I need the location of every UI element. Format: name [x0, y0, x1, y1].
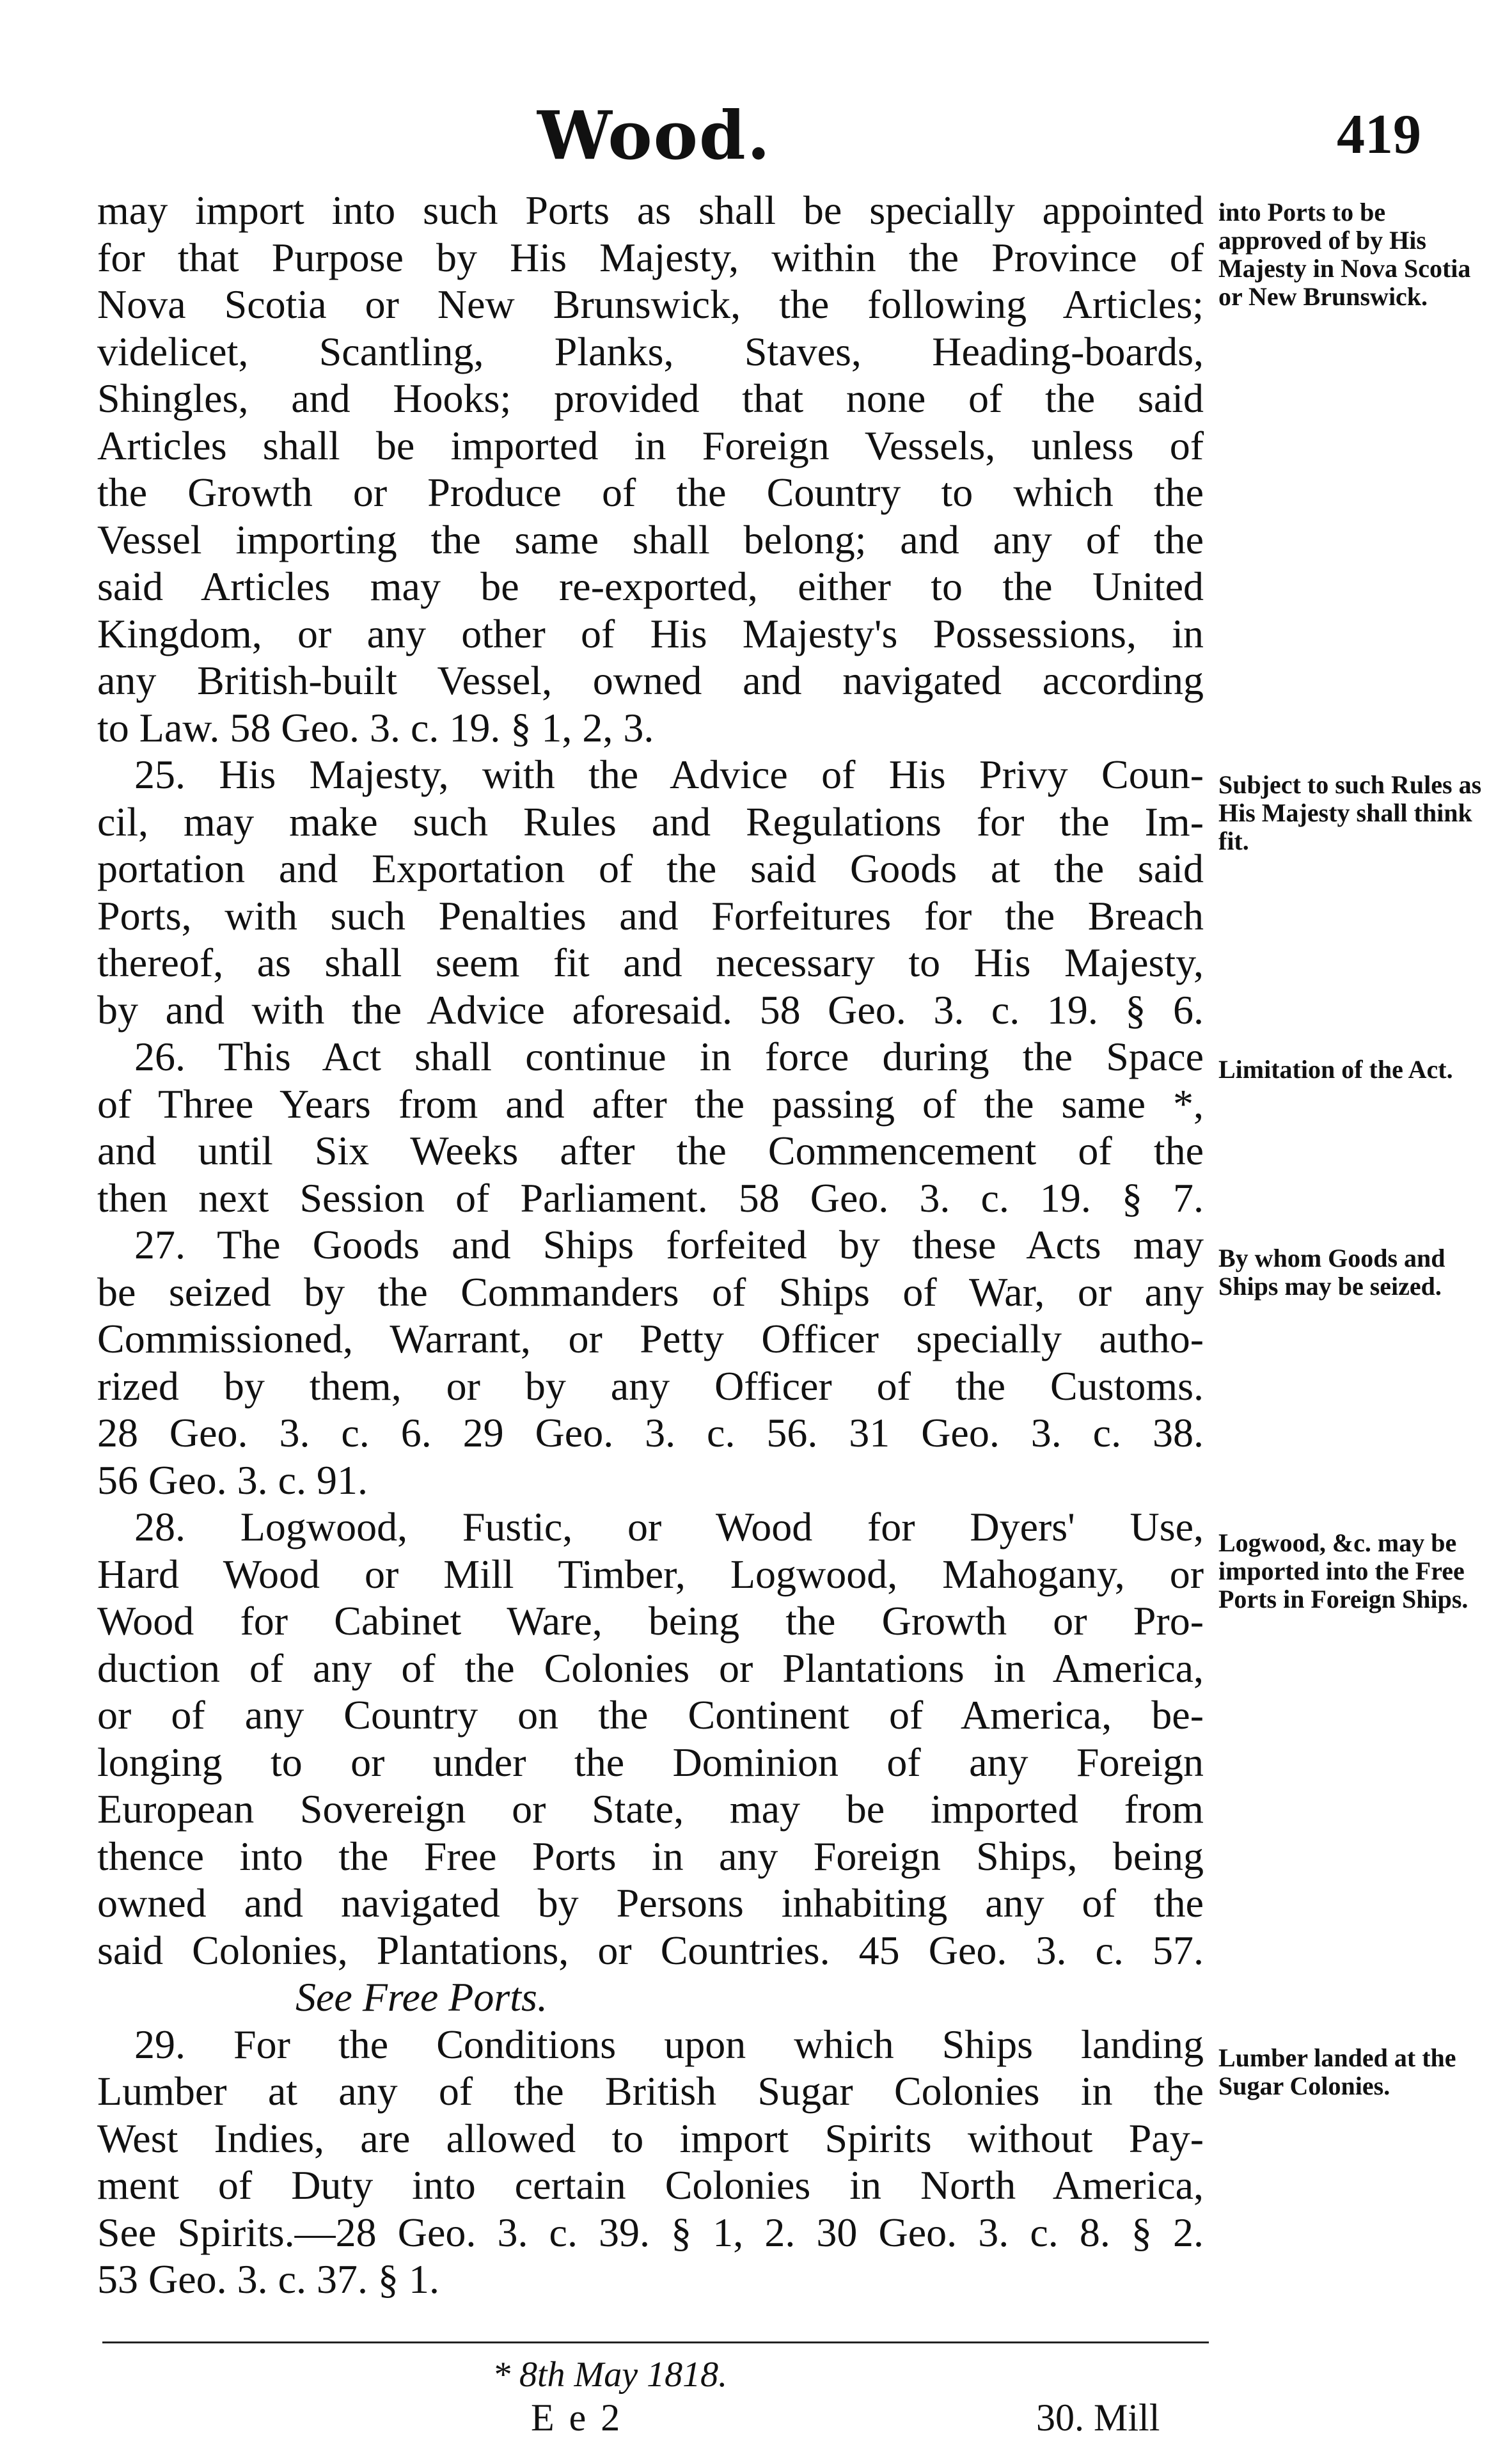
text-line: of Three Years from and after the passing of the same *, [97, 1081, 1204, 1127]
text-line: Articles shall be imported in Foreign Vessels, unless of [97, 422, 1204, 468]
running-head-title: Wood. [537, 96, 771, 175]
main-text-column [97, 187, 1204, 2303]
text-line: See Spirits.—28 Geo. 3. c. 39. § 1, 2. 30 Geo. 3. c. 8. § 2. [97, 2209, 1204, 2255]
text-line: 56 Geo. 3. c. 91. [97, 1457, 368, 1503]
text-line: thereof, as shall seem fit and necessary to His Majesty, [97, 940, 1204, 985]
section-28-start: 28. Logwood, Fustic, or Wood for Dyers' Use, [134, 1504, 1204, 1549]
text-line: cil, may make such Rules and Regulations for the Im- [97, 798, 1204, 844]
text-line: European Sovereign or State, may be imported from [97, 1786, 1204, 1832]
text-line: Ports, with such Penalties and Forfeitures for the Breach [97, 892, 1204, 939]
cross-reference: See Free Ports. [295, 1974, 547, 2020]
text-line: then next Session of Parliament. 58 Geo. 3. c. 19. § 7. [97, 1175, 1204, 1221]
text-line: Vessel importing the same shall belong; and any of the [97, 516, 1204, 562]
text-line: duction of any of the Colonies or Plantations in America, [97, 1645, 1204, 1691]
text-line: to Law. 58 Geo. 3. c. 19. § 1, 2, 3. [97, 704, 654, 750]
text-line: by and with the Advice aforesaid. 58 Geo. 3. c. 19. § 6. [97, 986, 1204, 1033]
section-25-start: 25. His Majesty, with the Advice of His Privy Coun- [134, 752, 1204, 797]
text-line: rized by them, or by any Officer of the Customs. [97, 1363, 1204, 1409]
text-line: Shingles, and Hooks; provided that none of the said [97, 376, 1204, 421]
text-line: longing to or under the Dominion of any Foreign [97, 1739, 1204, 1785]
section-27-start: 27. The Goods and Ships forfeited by these Acts may [134, 1222, 1204, 1267]
text-line: and until Six Weeks after the Commencement of the [97, 1128, 1204, 1173]
text-line: Commissioned, Warrant, or Petty Officer specially autho- [97, 1316, 1204, 1361]
text-line: thence into the Free Ports in any Foreign Ships, being [97, 1833, 1204, 1879]
text-line: may import into such Ports as shall be specially appointed [97, 187, 1204, 233]
text-line: West Indies, are allowed to import Spirits without Pay- [97, 2115, 1204, 2161]
text-line: for that Purpose by His Majesty, within the Province of [97, 234, 1204, 280]
margin-note: Lumber landed at the Sugar Colonies. [1218, 2043, 1456, 2100]
text-line: videlicet, Scantling, Planks, Staves, Heading-boards, [97, 328, 1204, 374]
text-line: Hard Wood or Mill Timber, Logwood, Mahogany, or [97, 1551, 1204, 1597]
section-26-start: 26. This Act shall continue in force during the Space [134, 1034, 1204, 1079]
text-line: Kingdom, or any other of His Majesty's Possessions, in [97, 610, 1204, 656]
section-29-start: 29. For the Conditions upon which Ships landing [134, 2021, 1204, 2067]
footnote: * 8th May 1818. [492, 2355, 728, 2395]
margin-note: Limitation of the Act. [1218, 1055, 1453, 1084]
text-line: portation and Exportation of the said Goods at the said [97, 846, 1204, 891]
text-line: said Articles may be re-exported, either to the United [97, 564, 1204, 609]
text-line: owned and navigated by Persons inhabiting any of the [97, 1880, 1204, 1926]
text-line: said Colonies, Plantations, or Countries. 45 Geo. 3. c. 57. [97, 1927, 1204, 1973]
text-line: any British-built Vessel, owned and navigated according [97, 658, 1204, 703]
margin-note: Subject to such Rules as His Majesty shall think fit. [1218, 770, 1482, 855]
footnote-rule [102, 2341, 1209, 2343]
page-number: 419 [1337, 104, 1421, 166]
text-line: or of any Country on the Continent of America, be- [97, 1692, 1204, 1738]
text-line: be seized by the Commanders of Ships of War, or any [97, 1269, 1204, 1315]
margin-note: into Ports to be approved of by His Majesty in Nova Scotia or New Brunswick. [1218, 198, 1471, 311]
text-line: Lumber at any of the British Sugar Colonies in the [97, 2068, 1204, 2114]
text-line: Nova Scotia or New Brunswick, the following Articles; [97, 281, 1204, 327]
signature-mark: E e 2 [531, 2396, 623, 2439]
margin-note: Logwood, &c. may be imported into the Free Ports in Foreign Ships. [1218, 1528, 1469, 1613]
margin-note: By whom Goods and Ships may be seized. [1218, 1244, 1445, 1301]
text-line: ment of Duty into certain Colonies in North America, [97, 2162, 1204, 2208]
text-line: the Growth or Produce of the Country to which the [97, 470, 1204, 515]
text-line: Wood for Cabinet Ware, being the Growth or Pro- [97, 1598, 1204, 1644]
text-line: 28 Geo. 3. c. 6. 29 Geo. 3. c. 56. 31 Geo. 3. c. 38. [97, 1410, 1204, 1455]
text-line: 53 Geo. 3. c. 37. § 1. [97, 2256, 440, 2302]
catchword: 30. Mill [1036, 2396, 1160, 2439]
